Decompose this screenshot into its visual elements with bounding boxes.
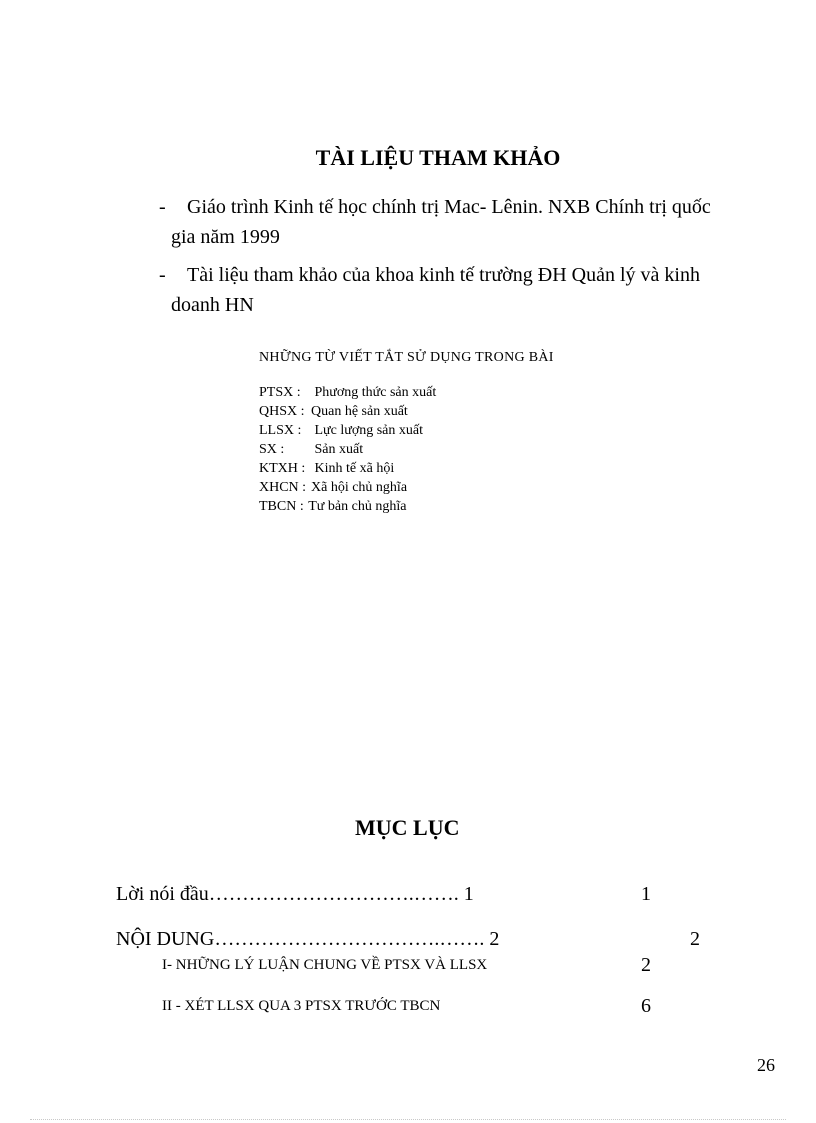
reference-item: [159, 260, 767, 320]
abbreviation-row: [259, 497, 436, 516]
abbreviation-value: Lực lượng sản xuất: [314, 423, 423, 438]
toc-entry-page: 2: [641, 954, 651, 976]
list-dash: -: [159, 264, 166, 286]
page-number: 26: [757, 1055, 775, 1075]
abbreviation-value: Kinh tế xã hội: [314, 461, 395, 476]
toc-entry-label[interactable]: Lời nói đầu………………………….……. 1: [116, 883, 474, 905]
reference-line-1: Tài liệu tham khảo của khoa kinh tế trường ĐH Quản lý và kinh: [187, 264, 700, 286]
abbreviations-list: [259, 383, 436, 516]
abbreviation-value: Tư bản chủ nghĩa: [308, 499, 407, 514]
abbreviation-value: Quan hệ sản xuất: [311, 404, 408, 419]
reference-line-2: doanh HN: [171, 294, 254, 316]
abbreviation-key: KTXH :: [259, 461, 306, 476]
toc-entry-page: 1: [641, 883, 651, 905]
abbreviation-value: Phương thức sản xuất: [314, 385, 437, 400]
abbreviation-key: XHCN :: [259, 480, 307, 495]
abbreviation-key: QHSX :: [259, 404, 305, 419]
toc-entry-page: 2: [690, 928, 700, 950]
abbreviation-row: [259, 421, 436, 440]
abbreviation-key: LLSX :: [259, 423, 302, 438]
page-bottom-divider: [30, 1119, 786, 1120]
abbreviation-key: PTSX :: [259, 385, 301, 400]
abbreviation-row: [259, 383, 436, 402]
abbreviation-key: SX :: [259, 442, 285, 457]
abbreviation-value: Xã hội chủ nghĩa: [311, 480, 408, 495]
toc-entry-page: 6: [641, 995, 651, 1017]
references-title: TÀI LIỆU THAM KHẢO: [315, 145, 561, 170]
toc-title: MỤC LỤC: [355, 815, 460, 840]
abbreviations-title: NHỮNG TỪ VIẾT TẮT SỬ DỤNG TRONG BÀI: [259, 350, 554, 365]
abbreviation-key: TBCN :: [259, 499, 304, 514]
reference-line-1: Giáo trình Kinh tế học chính trị Mac- Lênin. NXB Chính trị quốc: [187, 196, 711, 218]
reference-line-2: gia năm 1999: [171, 226, 280, 248]
abbreviation-row: [259, 459, 436, 478]
toc-entry-label[interactable]: II - XÉT LLSX QUA 3 PTSX TRƯỚC TBCN: [162, 998, 441, 1014]
toc-entry-label[interactable]: I- NHỮNG LÝ LUẬN CHUNG VỀ PTSX VÀ LLSX: [162, 957, 488, 973]
abbreviation-value: Sản xuất: [314, 442, 364, 457]
abbreviation-row: [259, 478, 436, 497]
toc-entry-label[interactable]: NỘI DUNG…………………………….……. 2: [116, 928, 500, 950]
abbreviation-row: [259, 402, 436, 421]
abbreviation-row: [259, 440, 436, 459]
list-dash: -: [159, 196, 166, 218]
reference-item: [159, 192, 767, 252]
